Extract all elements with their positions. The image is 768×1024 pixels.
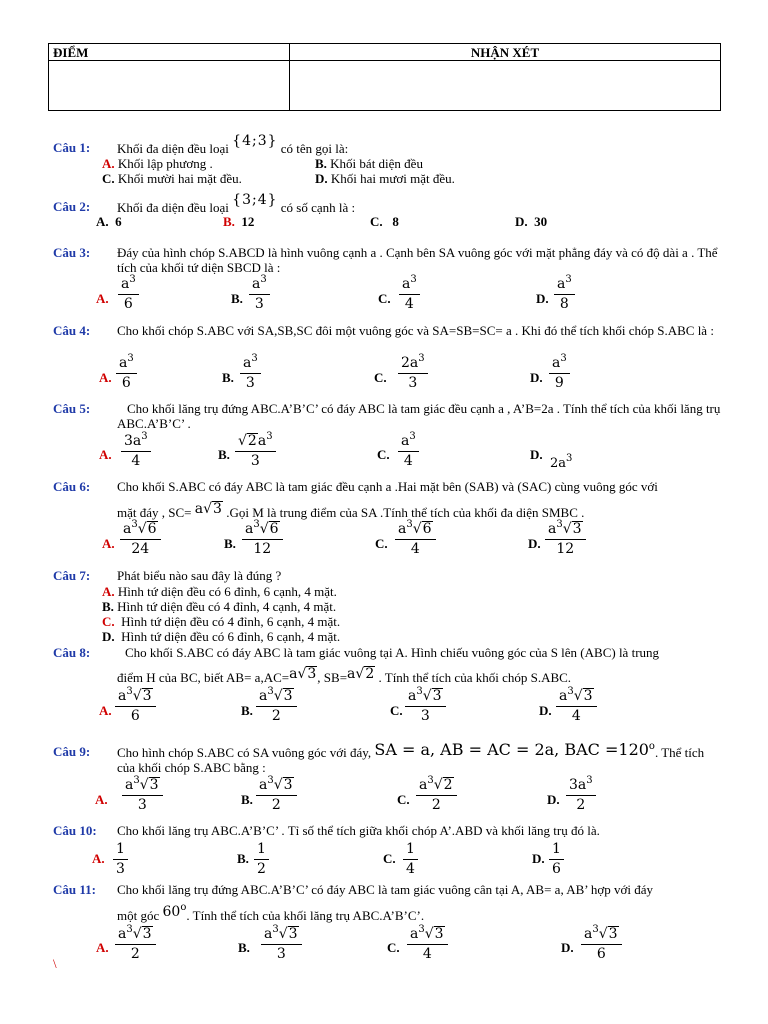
fraction-d: $3a^3$ 2 [566,776,596,813]
fraction-denominator: 12 [253,541,272,557]
option-letter: C. [370,214,383,229]
option-letter: A. [102,156,115,171]
option-letter: B. [241,703,253,718]
brace-notation: {3;4} [232,192,278,208]
option-letter: C. [375,536,388,551]
brace-notation: {4;3} [232,133,278,149]
question-text-part: Khối đa diện đều loại [117,200,229,215]
option-letter: B. [218,447,230,462]
option-letter: A. [96,940,109,955]
question-text: Cho khối lăng trụ ABC.A’B’C’ . Tỉ số thể tích giữa khối chóp A’.ABD và khối lăng trụ đó là. [117,823,600,838]
question-label: Câu 6: [53,479,91,494]
option-letter: D. [536,291,549,306]
option-text: Hình tứ diện đều có 4 đỉnh, 4 cạnh, 4 mặt. [117,599,337,614]
fraction-b: $a^3$ 3 [240,354,261,391]
fraction-denominator: 6 [123,296,133,312]
option-letter: C. [374,370,387,385]
option-letter: A. [99,370,112,385]
option-letter: D. [315,171,328,186]
fraction-denominator: 4 [406,861,415,877]
option-text: Hình tứ diện đều có 6 đỉnh, 6 cạnh, 4 mặt. [117,584,337,599]
question-text: Cho khối chóp S.ABC với SA,SB,SC đôi một vuông góc và SA=SB=SC= a . Khi đó thể tích khối chóp S.ABC là : [117,323,714,338]
fraction-denominator: 4 [403,453,413,469]
option-letter: D. [532,851,545,866]
question-text [117,740,722,775]
fraction-b: $a^3√3$ 3 [261,925,302,962]
option-letter: B. [241,792,253,807]
score-cell[interactable] [49,61,290,111]
option-letter: D. [530,370,543,385]
fraction-b: $a^3√6$ 12 [242,520,283,557]
question-text [117,192,722,215]
fraction-denominator: 12 [556,541,575,557]
option-letter: B. [222,370,234,385]
fraction-c [403,840,418,877]
fraction-a: $a^3$ 6 [118,275,139,312]
question-label: Câu 8: [53,645,91,660]
option-letter: B. [223,214,235,229]
comment-header: NHẬN XÉT [290,44,721,61]
fraction-denominator: 3 [254,296,264,312]
fraction-denominator: 6 [552,861,561,877]
question-label: Câu 3: [53,245,91,260]
question-label: Câu 4: [53,323,91,338]
question-label: Câu 2: [53,199,91,214]
fraction-b [254,840,269,877]
answer-option-a[interactable] [96,214,122,229]
fraction-denominator: 3 [116,861,125,877]
question-text: Cho khối lăng trụ đứng ABC.A’B’C’ có đáy ABC là tam giác vuông cân tại A, AB= a, AB’ hợp với đáy [117,882,654,897]
fraction-d: $a^3$ 9 [549,354,570,391]
question-text: Cho khối lăng trụ đứng ABC.A’B’C’ có đáy ABC là tam giác đều cạnh a , A’B=2a . Tính thể tích của khối lăng trụ ABC.A’B’C’ . [117,401,721,431]
option-letter: C. [397,792,410,807]
question-text-part: có tên gọi là: [280,141,349,156]
question-text-part: . Tính thể tích của khối lăng trụ ABC.A’B’C’. [186,908,425,923]
answer-option-c[interactable] [102,171,242,186]
fraction-denominator: 4 [410,541,420,557]
fraction-denominator: 4 [404,296,414,312]
fraction-b: $a^3√3$ 2 [256,776,297,813]
question-8-line2: điểm H của BC, biết AB= a,AC=a√3, SB=a√2 . Tính thể tích của khối chóp S.ABC. [117,666,572,685]
question-label: Câu 9: [53,744,91,759]
answer-option-d[interactable] [515,214,547,229]
answer-option-d[interactable] [315,171,455,186]
fraction-a: $a^3√6$ 24 [120,520,161,557]
option-text: Khối bát diện đều [330,156,423,171]
option-letter: D. [539,703,552,718]
option-text: 6 [115,214,122,229]
answer-option-c[interactable] [102,614,340,629]
fraction-denominator: 2 [271,708,281,724]
question-label: Câu 1: [53,140,91,155]
fraction-c: $a^3$ 4 [398,432,419,469]
fraction-c: $2a^3$ 3 [398,354,428,391]
option-letter: C. [102,614,115,629]
fraction-c: $a^3√2$ 2 [416,776,457,813]
fraction-d: $a^3$ 8 [554,275,575,312]
fraction-denominator: 9 [554,375,564,391]
option-text: 30 [534,214,548,229]
fraction-d: $a^3√3$ 4 [556,687,597,724]
fraction-a: $3a^3$ 4 [121,432,151,469]
fraction-denominator: 3 [408,375,418,391]
option-letter: A. [102,536,115,551]
formula: SA = a, AB = AC = 2a, BAC $=120^o$ [374,740,655,759]
question-text: Phát biểu nào sau đây là đúng ? [117,568,282,583]
option-text: Khối mười hai mặt đều. [117,171,242,186]
fraction-denominator: 3 [245,375,255,391]
question-text [117,133,722,156]
fraction-numerator: 1 [257,841,266,857]
fraction-c: $a^3√3$ 3 [405,687,446,724]
angle-value: 60 [162,904,181,920]
fraction-numerator: 1 [552,841,561,857]
answer-option-c[interactable] [370,214,399,229]
fraction-a: $a^3$ 6 [116,354,137,391]
fraction-denominator: 2 [431,797,441,813]
fraction-c: $a^3√3$ 4 [407,925,448,962]
fraction-b: $√2a^3$ 3 [235,432,276,469]
fraction-denominator: 8 [559,296,569,312]
fraction-a [113,840,128,877]
option-letter: B. [224,536,236,551]
question-text-part: .Gọi M là trung điểm của SA .Tính thể tích của khối đa diện SMBC . [226,505,585,520]
question-label: Câu 7: [53,568,91,583]
option-letter: A. [102,584,115,599]
option-d-value: $2a^3$ [550,453,573,471]
option-letter: D. [547,792,560,807]
fraction-denominator: 2 [130,946,140,962]
option-letter: B. [238,940,250,955]
stray-backslash: \ [53,956,57,971]
question-text-part: . Thể tích của khối chóp S.ABC bằng : [117,745,705,775]
option-letter: C. [383,851,396,866]
option-text: Hình tứ diện đều có 6 đỉnh, 6 cạnh, 4 mặt. [121,629,341,644]
fraction-denominator: 3 [420,708,430,724]
fraction-d: $a^3√3$ 12 [545,520,586,557]
question-text-part: điểm H của BC, biết AB= a,AC= [117,670,290,685]
option-letter: D. [102,629,115,644]
option-letter: D. [528,536,541,551]
answer-option-a[interactable] [102,156,213,171]
fraction-denominator: 2 [576,797,586,813]
fraction-a: $a^3√3$ 6 [115,687,156,724]
option-letter: C. [377,447,390,462]
score-table [48,43,721,111]
option-letter: D. [515,214,528,229]
question-text: Cho khối S.ABC có đáy ABC là tam giác đều cạnh a .Hai mặt bên (SAB) và (SAC) cùng vuông góc với [117,479,658,494]
fraction-c: $a^3√6$ 4 [395,520,436,557]
fraction-a: $a^3√3$ 2 [115,925,156,962]
answer-option-b[interactable] [315,156,423,171]
question-text-part: một góc [117,908,160,923]
fraction-denominator: 4 [422,946,432,962]
fraction-denominator: 2 [257,861,266,877]
fraction-d: $a^3√3$ 6 [581,925,622,962]
question-6-line2: mặt đáy , SC= a√3 .Gọi M là trung điểm của SA .Tính thể tích của khối đa diện SMBC . [117,501,585,520]
fraction-denominator: 6 [596,946,606,962]
fraction-d [549,840,564,877]
question-label: Câu 10: [53,823,97,838]
fraction-denominator: 4 [571,708,581,724]
answer-option-b[interactable] [102,599,336,614]
question-text-part: có số cạnh là : [280,200,356,215]
option-letter: B. [102,599,114,614]
fraction-denominator: 2 [271,797,281,813]
option-letter: A. [96,291,109,306]
fraction-denominator: 3 [276,946,286,962]
option-text: 8 [392,214,399,229]
fraction-numerator: 1 [406,841,415,857]
option-letter: D. [561,940,574,955]
fraction-denominator: 6 [130,708,140,724]
option-letter: A. [99,703,112,718]
fraction-a: $a^3√3$ 3 [122,776,163,813]
question-text-part: Cho hình chóp S.ABC có SA vuông góc với đáy, [117,745,372,760]
option-letter: A. [92,851,105,866]
option-letter: B. [315,156,327,171]
fraction-denominator: 4 [131,453,141,469]
question-label: Câu 11: [53,882,96,897]
comment-cell[interactable] [290,61,721,111]
option-letter: C. [387,940,400,955]
score-header: ĐIỂM [49,44,290,61]
fraction-numerator: 1 [116,841,125,857]
fraction-c: $a^3$ 4 [399,275,420,312]
fraction-denominator: 3 [137,797,147,813]
option-letter: C. [378,291,391,306]
question-text-part: . Tính thể tích của khối chóp S.ABC. [378,670,572,685]
question-text: Đáy của hình chóp S.ABCD là hình vuông cạnh a . Cạnh bên SA vuông góc với mặt phẳng đáy và có độ dài a . Thể tích của khối tứ diện SBCD là : [117,245,718,275]
question-11-line2: một góc 60$^o$. Tính thể tích của khối lăng trụ ABC.A’B’C’. [117,902,425,923]
option-text: Hình tứ diện đều có 4 đỉnh, 6 cạnh, 4 mặt. [121,614,341,629]
answer-option-d[interactable] [102,629,340,644]
option-letter: D. [530,447,543,462]
option-letter: A. [95,792,108,807]
option-letter: B. [237,851,249,866]
fraction-denominator: 6 [121,375,131,391]
question-text: Cho khối S.ABC có đáy ABC là tam giác vuông tại A. Hình chiếu vuông góc của S lên (ABC) là trung [125,645,660,660]
fraction-b: $a^3$ 3 [249,275,270,312]
option-letter: C. [102,171,115,186]
question-label: Câu 5: [53,401,91,416]
question-text-part: Khối đa diện đều loại [117,141,229,156]
fraction-denominator: 3 [250,453,260,469]
option-text: 12 [241,214,255,229]
question-text-part: , SB= [317,670,348,685]
answer-option-a[interactable] [102,584,337,599]
formula-text: SA = a, AB = AC = 2a, BAC =120 [374,740,649,759]
answer-option-b[interactable] [223,214,254,229]
fraction-b: $a^3√3$ 2 [256,687,297,724]
option-text: Khối lập phương . [117,156,213,171]
option-text: Khối hai mươi mặt đều. [330,171,455,186]
fraction-denominator: 24 [131,541,150,557]
option-letter: C. [390,703,403,718]
question-text-part: mặt đáy , SC= [117,505,192,520]
option-letter: B. [231,291,243,306]
option-letter: A. [96,214,109,229]
option-letter: A. [99,447,112,462]
